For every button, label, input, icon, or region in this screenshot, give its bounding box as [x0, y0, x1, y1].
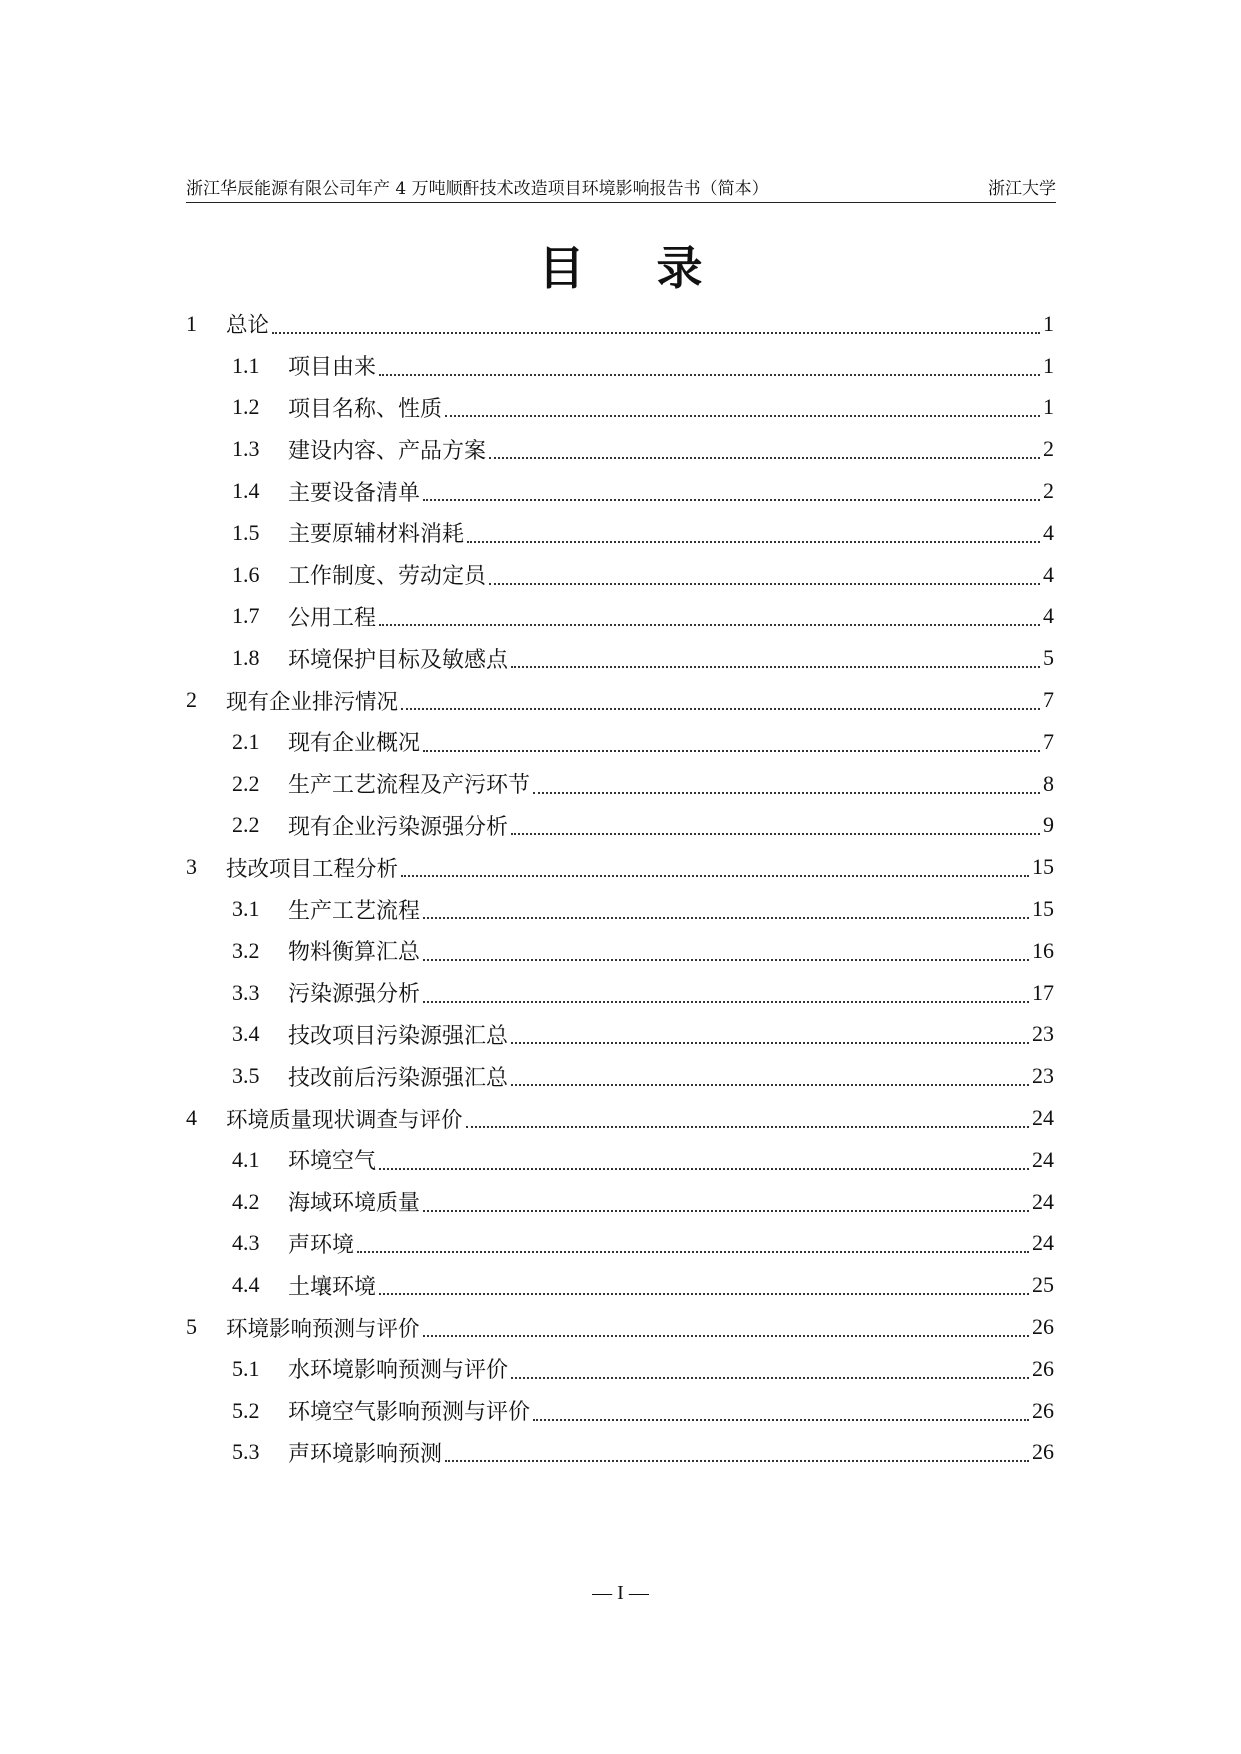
toc-section-entry[interactable]: [186, 1348, 1054, 1390]
page-title: 目录: [538, 241, 775, 295]
toc-section-entry[interactable]: [186, 637, 1054, 679]
toc-entry-number: 4.4: [232, 1272, 260, 1298]
toc-entry-page: 1: [1043, 352, 1054, 378]
toc-entry-label: 现有企业排污情况: [226, 689, 399, 715]
toc-dot-leader: [423, 750, 1040, 752]
toc-entry-label: 公用工程: [288, 605, 377, 631]
toc-entry-page: 17: [1032, 979, 1054, 1005]
toc-entry-page: 26: [1032, 1397, 1054, 1423]
toc-entry-number: 1.1: [232, 352, 260, 378]
toc-dot-leader: [272, 332, 1040, 334]
toc-entry-label: 生产工艺流程: [288, 898, 421, 924]
toc-entry-page: 15: [1032, 896, 1054, 922]
toc-entry-number: 3.3: [232, 979, 260, 1005]
toc-dot-leader: [379, 1168, 1029, 1170]
toc-section-entry[interactable]: [186, 345, 1054, 387]
toc-dot-leader: [445, 1460, 1029, 1462]
toc-entry-number: 1: [186, 310, 197, 336]
toc-dot-leader: [423, 1335, 1029, 1337]
toc-entry-number: 2.2: [232, 812, 260, 838]
toc-chapter-entry[interactable]: [186, 1306, 1054, 1348]
toc-entry-page: 2: [1043, 436, 1054, 462]
toc-entry-number: 3.4: [232, 1021, 260, 1047]
toc-section-entry[interactable]: [186, 387, 1054, 429]
toc-section-entry[interactable]: [186, 972, 1054, 1014]
toc-dot-leader: [423, 1210, 1029, 1212]
toc-section-entry[interactable]: [186, 512, 1054, 554]
toc-dot-leader: [445, 415, 1040, 417]
toc-entry-page: 23: [1032, 1063, 1054, 1089]
toc-section-entry[interactable]: [186, 763, 1054, 805]
toc-entry-number: 2.1: [232, 728, 260, 754]
toc-chapter-entry[interactable]: [186, 846, 1054, 888]
toc-section-entry[interactable]: [186, 888, 1054, 930]
toc-entry-number: 5.2: [232, 1397, 260, 1423]
toc-entry-label: 项目名称、性质: [288, 396, 443, 422]
toc-dot-leader: [511, 1084, 1029, 1086]
toc-entry-page: 16: [1032, 937, 1054, 963]
toc-entry-number: 3.2: [232, 937, 260, 963]
toc-dot-leader: [401, 875, 1029, 877]
toc-dot-leader: [467, 541, 1040, 543]
toc-entry-label: 总论: [226, 313, 270, 339]
header-institution: 浙江大学: [988, 179, 1056, 199]
toc-section-entry[interactable]: [186, 1390, 1054, 1432]
toc-dot-leader: [379, 1293, 1029, 1295]
toc-entry-page: 23: [1032, 1021, 1054, 1047]
toc-dot-leader: [401, 708, 1040, 710]
toc-entry-label: 环境质量现状调查与评价: [226, 1107, 463, 1133]
toc-entry-page: 4: [1043, 603, 1054, 629]
toc-entry-page: 25: [1032, 1272, 1054, 1298]
toc-entry-page: 8: [1043, 770, 1054, 796]
toc-entry-number: 1.7: [232, 603, 260, 629]
toc-entry-label: 海域环境质量: [288, 1191, 421, 1217]
toc-entry-number: 3.1: [232, 896, 260, 922]
toc-entry-label: 技改项目污染源强汇总: [288, 1023, 509, 1049]
toc-entry-number: 2: [186, 687, 197, 713]
toc-entry-label: 技改项目工程分析: [226, 856, 399, 882]
toc-entry-number: 4.3: [232, 1230, 260, 1256]
toc-entry-page: 1: [1043, 310, 1054, 336]
toc-dot-leader: [511, 1377, 1029, 1379]
toc-entry-page: 24: [1032, 1188, 1054, 1214]
toc-entry-page: 26: [1032, 1439, 1054, 1465]
toc-entry-label: 技改前后污染源强汇总: [288, 1065, 509, 1091]
toc-entry-page: 5: [1043, 645, 1054, 671]
toc-entry-number: 5: [186, 1314, 197, 1340]
toc-section-entry[interactable]: [186, 470, 1054, 512]
toc-chapter-entry[interactable]: [186, 679, 1054, 721]
toc-entry-label: 现有企业概况: [288, 731, 421, 757]
table-of-contents: [186, 303, 1054, 1473]
toc-dot-leader: [511, 1042, 1029, 1044]
toc-entry-page: 24: [1032, 1105, 1054, 1131]
toc-dot-leader: [511, 833, 1040, 835]
toc-dot-leader: [511, 666, 1040, 668]
toc-dot-leader: [423, 499, 1040, 501]
toc-entry-page: 7: [1043, 687, 1054, 713]
toc-entry-label: 工作制度、劳动定员: [288, 564, 487, 590]
toc-entry-number: 1.4: [232, 478, 260, 504]
toc-dot-leader: [379, 374, 1040, 376]
toc-entry-page: 7: [1043, 728, 1054, 754]
toc-entry-label: 环境空气: [288, 1149, 377, 1175]
toc-entry-number: 1.2: [232, 394, 260, 420]
toc-entry-number: 1.6: [232, 561, 260, 587]
toc-entry-page: 1: [1043, 394, 1054, 420]
toc-entry-page: 4: [1043, 519, 1054, 545]
toc-entry-page: 9: [1043, 812, 1054, 838]
toc-section-entry[interactable]: [186, 1139, 1054, 1181]
toc-dot-leader: [423, 1001, 1029, 1003]
toc-entry-page: 26: [1032, 1355, 1054, 1381]
toc-entry-page: 4: [1043, 561, 1054, 587]
toc-entry-label: 现有企业污染源强分析: [288, 814, 509, 840]
toc-chapter-entry[interactable]: [186, 303, 1054, 345]
toc-entry-number: 5.1: [232, 1355, 260, 1381]
toc-entry-number: 1.3: [232, 436, 260, 462]
toc-section-entry[interactable]: [186, 930, 1054, 972]
toc-dot-leader: [533, 792, 1040, 794]
toc-entry-label: 声环境影响预测: [288, 1441, 443, 1467]
toc-entry-label: 水环境影响预测与评价: [288, 1358, 509, 1384]
toc-entry-label: 建设内容、产品方案: [288, 438, 487, 464]
toc-entry-label: 主要设备清单: [288, 480, 421, 506]
toc-entry-number: 5.3: [232, 1439, 260, 1465]
toc-entry-label: 污染源强分析: [288, 982, 421, 1008]
toc-entry-page: 26: [1032, 1314, 1054, 1340]
toc-dot-leader: [489, 457, 1040, 459]
toc-entry-number: 1.5: [232, 519, 260, 545]
toc-section-entry[interactable]: [186, 1055, 1054, 1097]
toc-entry-label: 环境空气影响预测与评价: [288, 1400, 531, 1426]
toc-section-entry[interactable]: [186, 428, 1054, 470]
page-number-footer: — I —: [592, 1582, 649, 1604]
toc-section-entry[interactable]: [186, 1223, 1054, 1265]
toc-dot-leader: [466, 1126, 1029, 1128]
toc-entry-number: 4.2: [232, 1188, 260, 1214]
toc-entry-label: 声环境: [288, 1232, 355, 1258]
toc-section-entry[interactable]: [186, 805, 1054, 847]
toc-entry-number: 4: [186, 1105, 197, 1131]
toc-section-entry[interactable]: [186, 1181, 1054, 1223]
toc-dot-leader: [423, 959, 1029, 961]
toc-section-entry[interactable]: [186, 1432, 1054, 1474]
toc-entry-page: 2: [1043, 478, 1054, 504]
toc-entry-label: 环境保护目标及敏感点: [288, 647, 509, 673]
toc-dot-leader: [489, 583, 1040, 585]
toc-entry-number: 2.2: [232, 770, 260, 796]
toc-entry-page: 15: [1032, 854, 1054, 880]
toc-dot-leader: [533, 1419, 1029, 1421]
toc-dot-leader: [357, 1251, 1029, 1253]
toc-entry-label: 生产工艺流程及产污环节: [288, 773, 531, 799]
running-header: [186, 176, 1056, 203]
toc-section-entry[interactable]: [186, 554, 1054, 596]
toc-entry-label: 土壤环境: [288, 1274, 377, 1300]
toc-entry-page: 24: [1032, 1146, 1054, 1172]
toc-section-entry[interactable]: [186, 1264, 1054, 1306]
header-document-title: 浙江华辰能源有限公司年产 4 万吨顺酐技术改造项目环境影响报告书（简本）: [186, 179, 769, 199]
toc-section-entry[interactable]: [186, 1014, 1054, 1056]
toc-entry-number: 3.5: [232, 1063, 260, 1089]
toc-dot-leader: [379, 624, 1040, 626]
toc-entry-number: 3: [186, 854, 197, 880]
toc-entry-number: 1.8: [232, 645, 260, 671]
toc-entry-label: 环境影响预测与评价: [226, 1316, 420, 1342]
toc-section-entry[interactable]: [186, 721, 1054, 763]
toc-entry-label: 主要原辅材料消耗: [288, 522, 465, 548]
toc-chapter-entry[interactable]: [186, 1097, 1054, 1139]
toc-dot-leader: [423, 917, 1029, 919]
toc-entry-label: 物料衡算汇总: [288, 940, 421, 966]
toc-section-entry[interactable]: [186, 596, 1054, 638]
toc-entry-label: 项目由来: [288, 355, 377, 381]
toc-entry-page: 24: [1032, 1230, 1054, 1256]
toc-entry-number: 4.1: [232, 1146, 260, 1172]
